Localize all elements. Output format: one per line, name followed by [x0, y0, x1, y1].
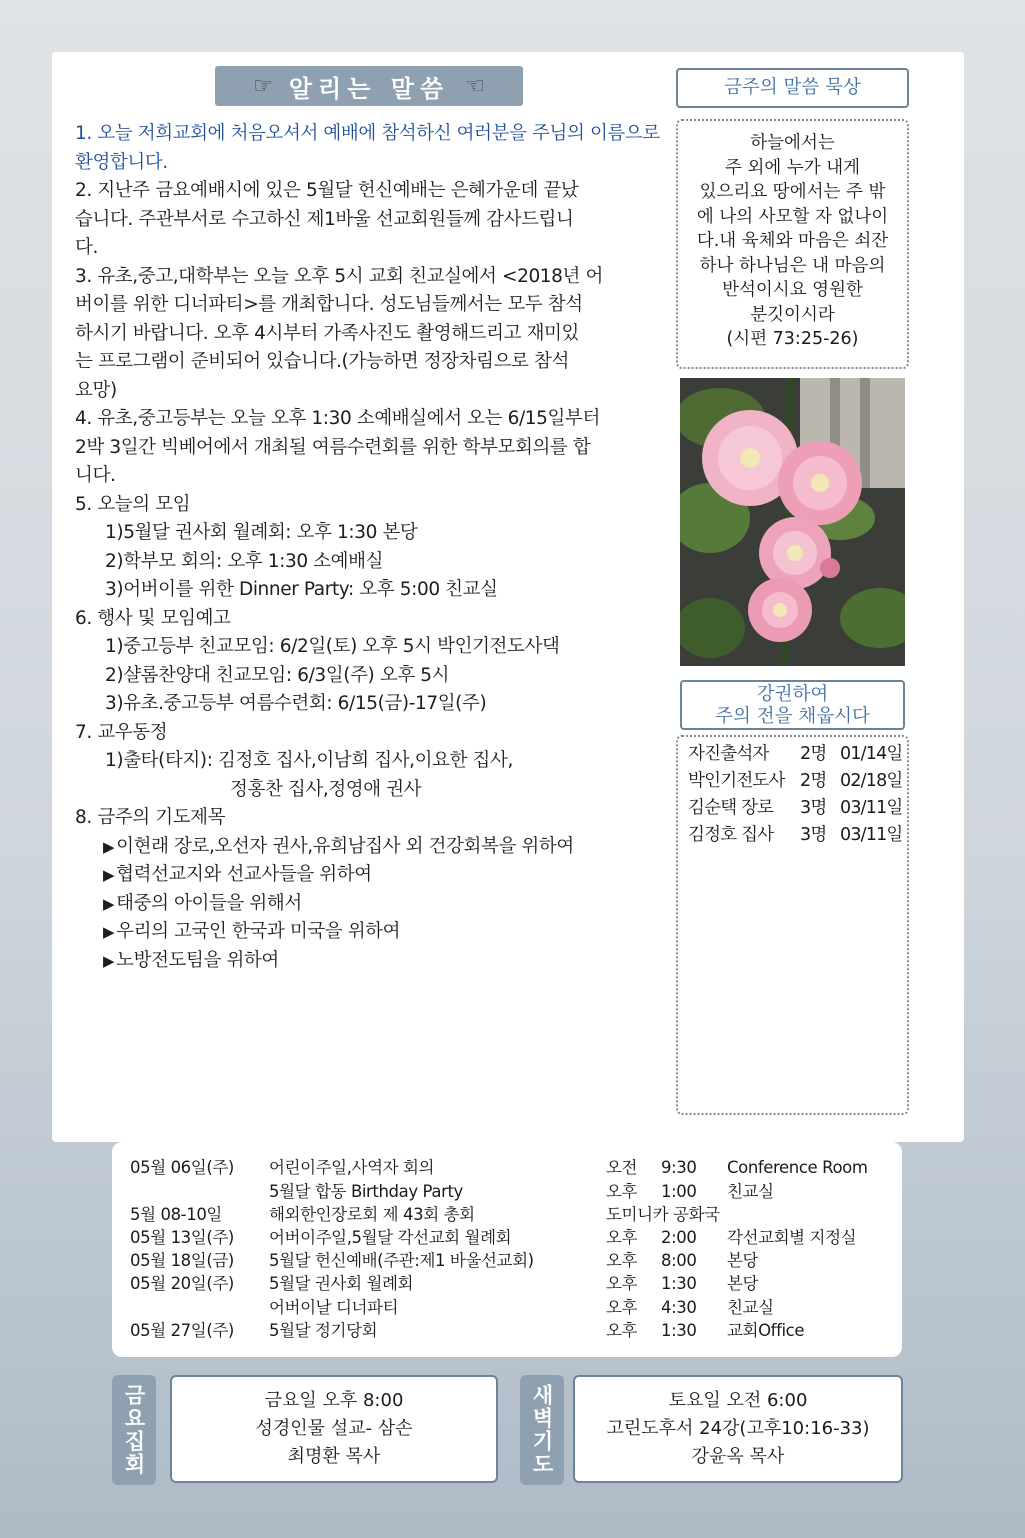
attendance-title-line: 강권하여 [756, 684, 829, 705]
meeting-item: 1)5월달 권사회 월례회: 오후 1:30 본당 [105, 522, 418, 543]
attendance-cell: 자진출석자 [688, 744, 769, 764]
dawn-time: 토요일 오전 6:00 [668, 1390, 808, 1411]
dawn-prayer-label: 새벽기도 [520, 1375, 564, 1485]
friday-meeting-label: 금요집회 [112, 1375, 156, 1485]
announcement-5-title: 5. 오늘의 모임 [75, 493, 191, 515]
announcement-3-line: 요망) [75, 379, 117, 401]
friday-meeting-box [170, 1375, 498, 1483]
schedule-cell: 어버이날 디너파티 [269, 1298, 399, 1317]
verse-box [676, 119, 909, 369]
upcoming-event-item: 1)중고등부 친교모임: 6/2일(토) 오후 5시 박인기전도사댁 [105, 636, 560, 657]
attendance-cell: 03/11일 [840, 825, 903, 845]
dawn-topic: 고린도후서 24강(고후10:16-33) [606, 1418, 870, 1439]
announcement-7-title: 7. 교우동정 [75, 721, 168, 743]
triangle-bullet-icon: ▶ [103, 951, 115, 970]
schedule-cell: 5월 08-10일 [130, 1205, 222, 1224]
announcement-8-title: 8. 금주의 기도제목 [75, 807, 226, 828]
meeting-item: 3)어버이를 위한 Dinner Party: 오후 5:00 친교실 [105, 579, 498, 600]
attendance-cell: 3명 [800, 825, 827, 845]
schedule-cell: 교회Office [727, 1321, 805, 1340]
announcements-title-text: 알리는 말씀 [288, 74, 450, 103]
schedule-cell: 오후 [606, 1298, 638, 1317]
attendance-cell: 3명 [800, 798, 827, 818]
attendance-row [688, 795, 907, 822]
member-news-item: 1)출타(타지): 김정호 집사,이남희 집사,이요한 집사, [105, 750, 513, 771]
prayer-item: ▶ 노방전도팀을 위하여 [103, 949, 279, 971]
schedule-cell: 본당 [727, 1251, 759, 1270]
schedule-cell: 각선교회별 지정실 [727, 1228, 857, 1247]
schedule-cell: 05월 20일(주) [130, 1274, 234, 1293]
attendance-cell: 김순택 장로 [688, 798, 774, 818]
triangle-bullet-icon: ▶ [103, 923, 115, 941]
prayer-item: ▶ 우리의 고국인 한국과 미국을 위하여 [103, 921, 401, 942]
schedule-cell: 05월 27일(주) [130, 1321, 234, 1340]
schedule-cell: 5월달 합동 Birthday Party [269, 1182, 463, 1201]
announcement-1: 1. 오늘 저희교회에 처음오셔서 예배에 참석하신 여러분을 주님의 이름으로 환영합니다. [75, 123, 660, 173]
schedule-cell: 4:30 [661, 1298, 697, 1317]
attendance-cell: 03/11일 [840, 798, 903, 818]
schedule-row [112, 1156, 902, 1180]
triangle-bullet-icon: ▶ [103, 866, 115, 884]
attendance-cell: 2명 [800, 744, 827, 764]
schedule-cell: 05월 06일(주) [130, 1158, 234, 1177]
schedule-row [112, 1319, 902, 1343]
prayer-item: ▶ 이현래 장로,오선자 권사,유희남집사 외 건강회복을 위하여 [103, 835, 574, 857]
announcement-4-line: 2박 3일간 빅베어에서 개최될 여름수련회를 위한 학부모회의를 합 [75, 436, 591, 458]
schedule-cell: 5월달 권사회 월례회 [269, 1274, 414, 1293]
attendance-cell: 박인기전도사 [688, 771, 785, 791]
attendance-row [688, 741, 907, 768]
attendance-row [688, 822, 907, 849]
dawn-speaker: 강윤옥 목사 [691, 1446, 785, 1467]
prayer-item: ▶ 협력선교지와 선교사들을 위하여 [103, 864, 372, 885]
schedule-row [112, 1249, 902, 1273]
announcement-2-line: 2. 지난주 금요예배시에 있은 5월달 헌신예배는 은혜가운데 끝났 [75, 180, 579, 201]
schedule-cell: 어린이주일,사역자 회의 [269, 1158, 435, 1177]
announcement-4-line: 4. 유초,중고등부는 오늘 오후 1:30 소예배실에서 오는 6/15일부터 [75, 408, 600, 429]
schedule-cell: 1:30 [661, 1274, 697, 1293]
announcement-3-line: 버이를 위한 디너파티>를 개최합니다. 성도님들께서는 모두 참석 [75, 294, 583, 315]
announcement-6-title: 6. 행사 및 모임예고 [75, 607, 231, 629]
triangle-bullet-icon: ▶ [103, 894, 115, 913]
prayer-item: ▶ 태중의 아이들을 위해서 [103, 892, 302, 914]
schedule-cell: 오후 [606, 1182, 638, 1201]
pointing-hand-left-icon: ☜ [465, 73, 485, 99]
schedule-cell: 오후 [606, 1321, 638, 1340]
dawn-prayer-box [573, 1375, 903, 1483]
verse-line: 하늘에서는 [750, 133, 835, 153]
verse-reference: (시편 73:25-26) [726, 329, 859, 349]
member-news-item: 정홍찬 집사,정영애 권사 [230, 778, 422, 800]
verse-line: 반석이시요 영원한 [722, 280, 863, 300]
upcoming-event-item: 2)샬롬찬양대 친교모임: 6/3일(주) 오후 5시 [105, 664, 450, 686]
verse-title: 금주의 말씀 묵상 [676, 68, 909, 108]
schedule-cell: 05월 18일(금) [130, 1251, 234, 1270]
friday-speaker: 최명환 목사 [287, 1446, 381, 1467]
schedule-cell: 5월달 정기당회 [269, 1321, 378, 1340]
schedule-row [112, 1272, 902, 1296]
schedule-row [112, 1180, 902, 1204]
announcement-2-line: 습니다. 주관부서로 수고하신 제1바울 선교회원들께 감사드립니 [75, 208, 574, 230]
schedule-cell: 도미니카 공화국 [606, 1205, 720, 1224]
flower-illustration [680, 378, 905, 666]
verse-line: 분깃이시라 [750, 304, 835, 325]
schedule-row [112, 1226, 902, 1250]
schedule-cell: 친교실 [727, 1182, 774, 1201]
schedule-cell: 오후 [606, 1274, 638, 1293]
announcement-3-line: 하시기 바랍니다. 오후 4시부터 가족사진도 촬영해드리고 재미있 [75, 322, 579, 344]
attendance-cell: 김정호 집사 [688, 825, 774, 845]
announcement-3-line: 는 프로그램이 준비되어 있습니다.(가능하면 정장차림으로 참석 [75, 351, 569, 372]
schedule-row [112, 1296, 902, 1320]
schedule-cell: 오후 [606, 1228, 638, 1247]
meeting-item: 2)학부모 회의: 오후 1:30 소예배실 [105, 550, 384, 572]
schedule-cell: 오전 [606, 1158, 638, 1177]
attendance-cell: 01/14일 [840, 744, 903, 764]
schedule-cell: 9:30 [661, 1158, 697, 1177]
schedule-table [112, 1142, 902, 1357]
schedule-cell: 오후 [606, 1251, 638, 1270]
triangle-bullet-icon: ▶ [103, 837, 115, 856]
friday-topic: 성경인물 설교- 삼손 [255, 1418, 413, 1439]
schedule-cell: Conference Room [727, 1158, 868, 1177]
hollyhock-flower-photo [680, 378, 905, 666]
schedule-cell: 1:00 [661, 1182, 697, 1201]
announcements-body [75, 120, 665, 975]
friday-time: 금요일 오후 8:00 [264, 1390, 404, 1411]
verse-line: 주 외에 누가 내게 [724, 157, 861, 178]
pointing-hand-right-icon: ☞ [253, 73, 273, 99]
verse-line: 다.내 육체와 마음은 쇠잔 [696, 231, 889, 251]
schedule-cell: 5월달 헌신예배(주관:제1 바울선교회) [269, 1251, 534, 1270]
attendance-row [688, 768, 907, 795]
attendance-cell: 2명 [800, 771, 827, 791]
attendance-title [680, 680, 905, 730]
announcement-4-line: 니다. [75, 465, 116, 486]
schedule-row [112, 1203, 902, 1227]
schedule-cell: 어버이주일,5월달 각선교회 월례회 [269, 1228, 512, 1247]
upcoming-event-item: 3)유초.중고등부 여름수련회: 6/15(금)-17일(주) [105, 693, 487, 714]
verse-line: 에 나의 사모할 자 없나이 [696, 206, 889, 227]
schedule-cell: 8:00 [661, 1251, 697, 1270]
schedule-cell: 2:00 [661, 1228, 697, 1247]
schedule-cell: 해외한인장로회 제 43회 총회 [269, 1205, 475, 1224]
attendance-cell: 02/18일 [840, 771, 903, 791]
schedule-cell: 05월 13일(주) [130, 1228, 234, 1247]
verse-line: 있으리요 땅에서는 주 밖 [699, 182, 886, 202]
attendance-list [676, 735, 909, 1115]
schedule-cell: 1:30 [661, 1321, 697, 1340]
schedule-cell: 친교실 [727, 1298, 774, 1317]
announcements-title [215, 66, 523, 106]
announcement-3-line: 3. 유초,중고,대학부는 오늘 오후 5시 교회 친교실에서 <2018년 어 [75, 265, 603, 287]
announcement-2-line: 다. [75, 237, 98, 258]
schedule-cell: 본당 [727, 1274, 759, 1293]
attendance-title-line: 주의 전을 채웁시다 [715, 706, 870, 727]
verse-line: 하나 하나님은 내 마음의 [699, 255, 886, 276]
